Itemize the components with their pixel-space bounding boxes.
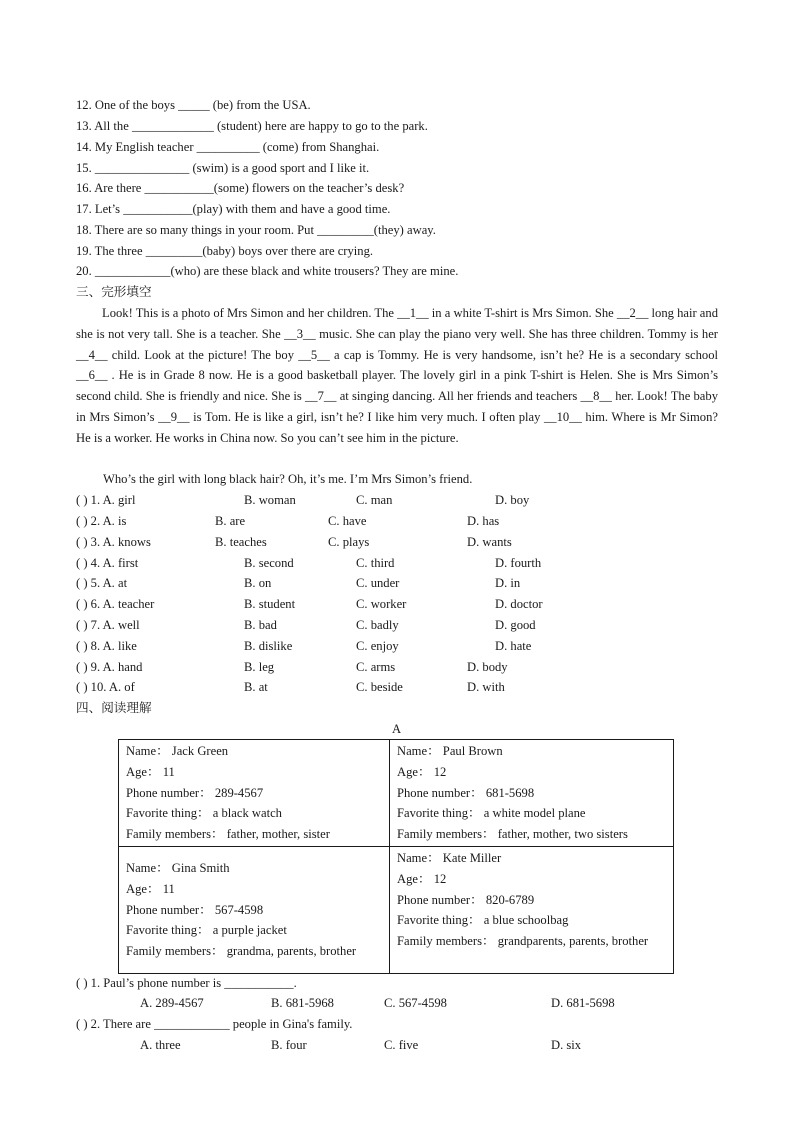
profile-family: Family members： father, mother, two sisters <box>397 827 628 842</box>
profile-favorite: Favorite thing： a black watch <box>126 806 282 821</box>
question-stem: ( ) 5. A. at <box>76 576 128 590</box>
fill-item: 12. One of the boys _____ (be) from the USA. <box>76 98 311 112</box>
option-d: D. 681-5698 <box>551 996 615 1010</box>
option-d: D. hate <box>495 639 532 653</box>
option-c: C. have <box>328 514 367 528</box>
option-b: B. teaches <box>215 535 267 549</box>
option-d: D. wants <box>467 535 512 549</box>
profile-family: Family members： grandma, parents, brother <box>126 944 357 959</box>
option-d: D. boy <box>495 493 530 507</box>
profile-family: Family members： father, mother, sister <box>126 827 330 842</box>
question-stem: ( ) 4. A. first <box>76 556 139 570</box>
profile-card <box>390 740 674 847</box>
question-stem: ( ) 6. A. teacher <box>76 597 155 611</box>
reading-label: A <box>392 722 402 736</box>
option-c: C. worker <box>356 597 407 611</box>
option-d: D. six <box>551 1038 582 1052</box>
option-c: C. man <box>356 493 393 507</box>
option-c: C. under <box>356 576 400 590</box>
option-c: C. third <box>356 556 395 570</box>
section-4-title: 四、阅读理解 <box>76 701 152 715</box>
option-d: D. fourth <box>495 556 542 570</box>
profile-age: Age： 11 <box>126 764 175 779</box>
question-stem: ( ) 3. A. knows <box>76 535 151 549</box>
fill-item: 18. There are so many things in your room. Put _________(they) away. <box>76 223 436 237</box>
option-b: B. on <box>244 576 272 590</box>
section-3-title: 三、完形填空 <box>76 285 152 299</box>
option-a: A. three <box>140 1038 181 1052</box>
profile-card <box>390 847 674 974</box>
fill-item: 20. ____________(who) are these black and white trousers? They are mine. <box>76 264 459 278</box>
option-c: C. arms <box>356 660 396 674</box>
profile-name: Name： Paul Brown <box>397 744 503 758</box>
fill-item: 16. Are there ___________(some) flowers on the teacher’s desk? <box>76 181 405 195</box>
option-b: B. dislike <box>244 639 293 653</box>
fill-item: 15. _______________ (swim) is a good sport and I like it. <box>76 161 370 175</box>
option-b: B. second <box>244 556 294 570</box>
cloze-last-line: Who’s the girl with long black hair? Oh, it’s me. I’m Mrs Simon’s friend. <box>103 472 473 486</box>
question-stem: ( ) 1. A. girl <box>76 493 136 507</box>
profile-phone: Phone number： 681-5698 <box>397 785 535 800</box>
option-b: B. bad <box>244 618 277 632</box>
profile-table <box>118 739 674 974</box>
option-c: C. plays <box>328 535 370 549</box>
option-b: B. woman <box>244 493 296 507</box>
fill-item: 19. The three _________(baby) boys over there are crying. <box>76 244 374 258</box>
profile-favorite: Favorite thing： a blue schoolbag <box>397 913 569 928</box>
profile-age: Age： 12 <box>397 871 447 886</box>
question-stem: ( ) 9. A. hand <box>76 660 143 674</box>
reading-question: ( ) 2. There are ____________ people in Gina's family. <box>76 1017 353 1031</box>
option-b: B. student <box>244 597 296 611</box>
option-d: D. in <box>495 576 521 590</box>
profile-phone: Phone number： 289-4567 <box>126 785 264 800</box>
option-d: D. body <box>467 660 508 674</box>
option-d: D. with <box>467 680 505 694</box>
option-c: C. beside <box>356 680 403 694</box>
option-a: A. 289-4567 <box>140 996 204 1010</box>
option-c: C. enjoy <box>356 639 399 653</box>
option-b: B. four <box>271 1038 307 1052</box>
option-b: B. are <box>215 514 246 528</box>
option-b: B. at <box>244 680 268 694</box>
option-c: C. five <box>384 1038 419 1052</box>
option-d: D. good <box>495 618 536 632</box>
profile-phone: Phone number： 567-4598 <box>126 902 264 917</box>
option-b: B. 681-5968 <box>271 996 334 1010</box>
profile-name: Name： Kate Miller <box>397 851 502 865</box>
option-c: C. badly <box>356 618 399 632</box>
question-stem: ( ) 10. A. of <box>76 680 135 694</box>
profile-favorite: Favorite thing： a white model plane <box>397 806 586 821</box>
fill-item: 13. All the _____________ (student) here are happy to go to the park. <box>76 119 428 133</box>
profile-name: Name： Jack Green <box>126 744 229 758</box>
question-stem: ( ) 7. A. well <box>76 618 140 632</box>
question-stem: ( ) 2. A. is <box>76 514 127 528</box>
option-d: D. doctor <box>495 597 543 611</box>
profile-age: Age： 11 <box>126 881 175 896</box>
profile-family: Family members： grandparents, parents, brother <box>397 934 649 949</box>
profile-card <box>119 847 390 974</box>
profile-name: Name： Gina Smith <box>126 861 230 875</box>
option-c: C. 567-4598 <box>384 996 447 1010</box>
profile-phone: Phone number： 820-6789 <box>397 892 535 907</box>
fill-item: 17. Let’s ___________(play) with them and have a good time. <box>76 202 391 216</box>
profile-favorite: Favorite thing： a purple jacket <box>126 923 287 938</box>
reading-question: ( ) 1. Paul’s phone number is ___________. <box>76 976 297 990</box>
question-stem: ( ) 8. A. like <box>76 639 137 653</box>
option-b: B. leg <box>244 660 275 674</box>
cloze-passage: Look! This is a photo of Mrs Simon and her children. The __1__ in a white T-shirt is Mrs Simon. She __2__ long hair and she is not very tall. She is a teacher. She __3__ music. She can play the piano very well. She has three children. Tommy is her __4__ child. Look at the picture! The boy __5__ a cap is Tommy. He is very handsome, isn’t he? He is a secondary school __6__ . He is in Grade 8 now. He is a good basketball player. The lovely girl in a pink T-shirt is Helen. She is Mrs Simon’s second child. She is friendly and nice. She is __7__ at singing dancing. All her friends and teachers __8__ her. Look! The baby in Mrs Simon’s __9__ is Tom. He is like a girl, isn’t he? I like him very much. I often play __10__ him. Where is Mr Simon? He is a worker. He works in China now. So you can’t see him in the picture. <box>76 306 718 445</box>
profile-card <box>119 740 390 847</box>
profile-age: Age： 12 <box>397 764 447 779</box>
option-d: D. has <box>467 514 500 528</box>
fill-item: 14. My English teacher __________ (come) from Shanghai. <box>76 140 380 154</box>
